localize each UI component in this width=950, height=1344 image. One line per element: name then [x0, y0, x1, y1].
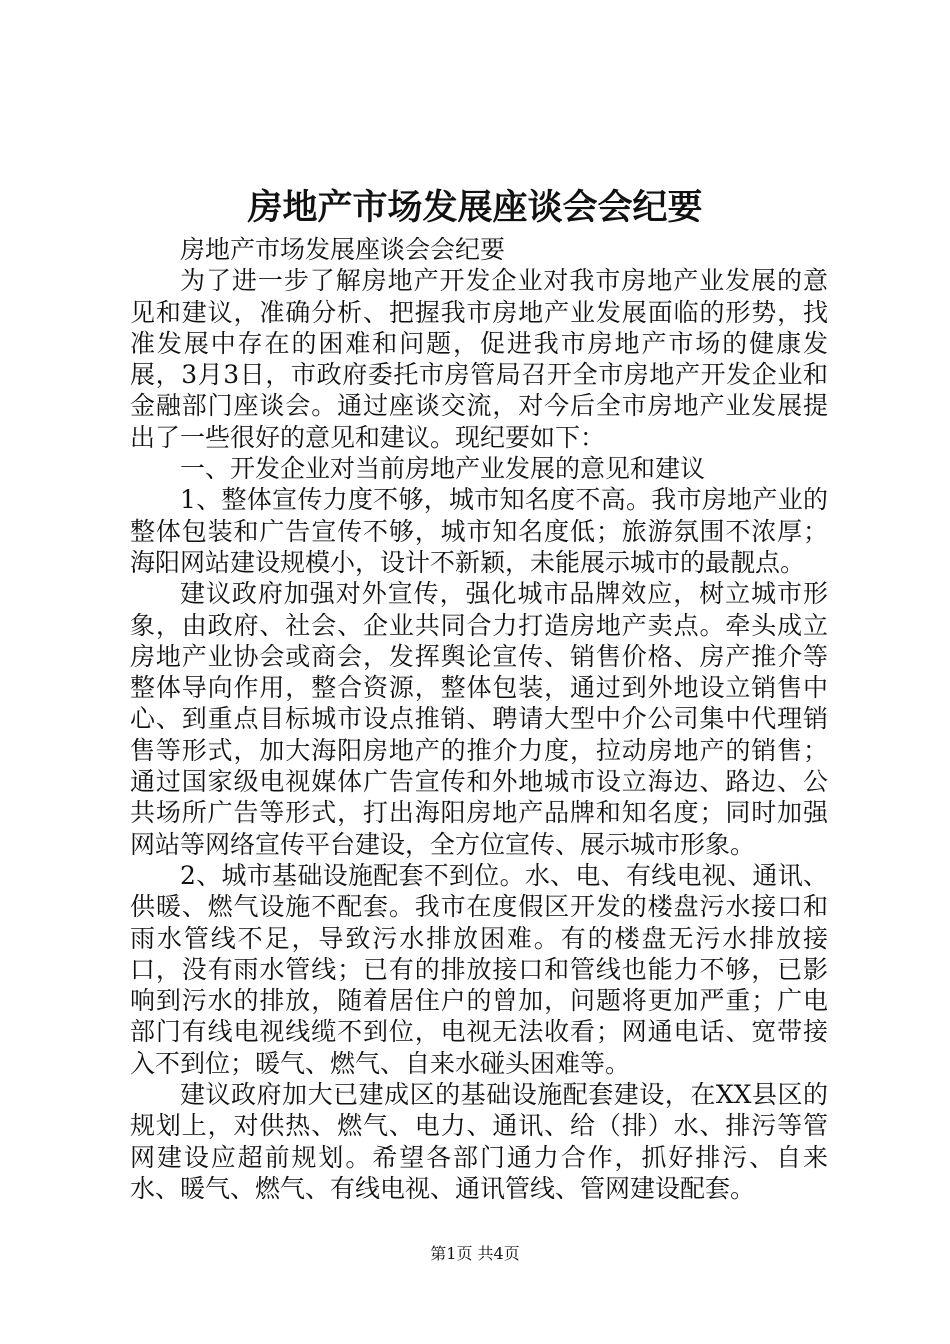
body-paragraph: 2、城市基础设施配套不到位。水、电、有线电视、通讯、供暖、燃气设施不配套。我市在度假区开发的楼盘污水接口和雨水管线不足，导致污水排放困难。有的楼盘无污水排放接口，没有雨水管线；已有的排放接口和管线也能力不够，已影响到污水的排放，随着居住户的曾加，问题将更加严重；广电部门有线电视线缆不到位，电视无法收看；网通电话、宽带接入不到位；暖气、燃气、自来水碰头困难等。 [130, 860, 828, 1078]
intro-paragraph: 为了进一步了解房地产开发企业对我市房地产业发展的意见和建议，准确分析、把握我市房地产业发展面临的形势，找准发展中存在的困难和问题，促进我市房地产市场的健康发展，3月3日，市政府委托市房管局召开全市房地产开发企业和金融部门座谈会。通过座谈交流，对今后全市房地产业发展提出了一些很好的意见和建议。现纪要如下： [130, 266, 828, 452]
body-paragraph: 建议政府加大已建成区的基础设施配套建设，在XX县区的规划上，对供热、燃气、电力、通讯、给（排）水、排污等管网建设应超前规划。希望各部门通力合作，抓好排污、自来水、暖气、燃气、有线电视、通讯管线、管网建设配套。 [130, 1080, 828, 1203]
subtitle-paragraph: 房地产市场发展座谈会会纪要 [180, 235, 506, 264]
document-title: 房地产市场发展座谈会会纪要 [247, 187, 703, 228]
body-paragraph: 建议政府加强对外宣传，强化城市品牌效应，树立城市形象，由政府、社会、企业共同合力打造房地产卖点。牵头成立房地产业协会或商会，发挥舆论宣传、销售价格、房产推介等整体导向作用，整合资源，整体包装，通过到外地设立销售中心、到重点目标城市设点推销、聘请大型中介公司集中代理销售等形式，加大海阳房地产的推介力度，拉动房地产的销售；通过国家级电视媒体广告宣传和外地城市设立海边、路边、公共场所广告等形式，打出海阳房地产品牌和知名度；同时加强网站等网络宣传平台建设，全方位宣传、展示城市形象。 [130, 579, 828, 859]
section-heading: 一、开发企业对当前房地产业发展的意见和建议 [180, 454, 706, 484]
document-body [130, 234, 828, 1204]
body-paragraph: 1、整体宣传力度不够，城市知名度不高。我市房地产业的整体包装和广告宣传不够，城市知名度低；旅游氛围不浓厚；海阳网站建设规模小，设计不新颖，未能展示城市的最靓点。 [130, 485, 828, 577]
page-number-footer: 第1页 共4页 [430, 1244, 520, 1263]
